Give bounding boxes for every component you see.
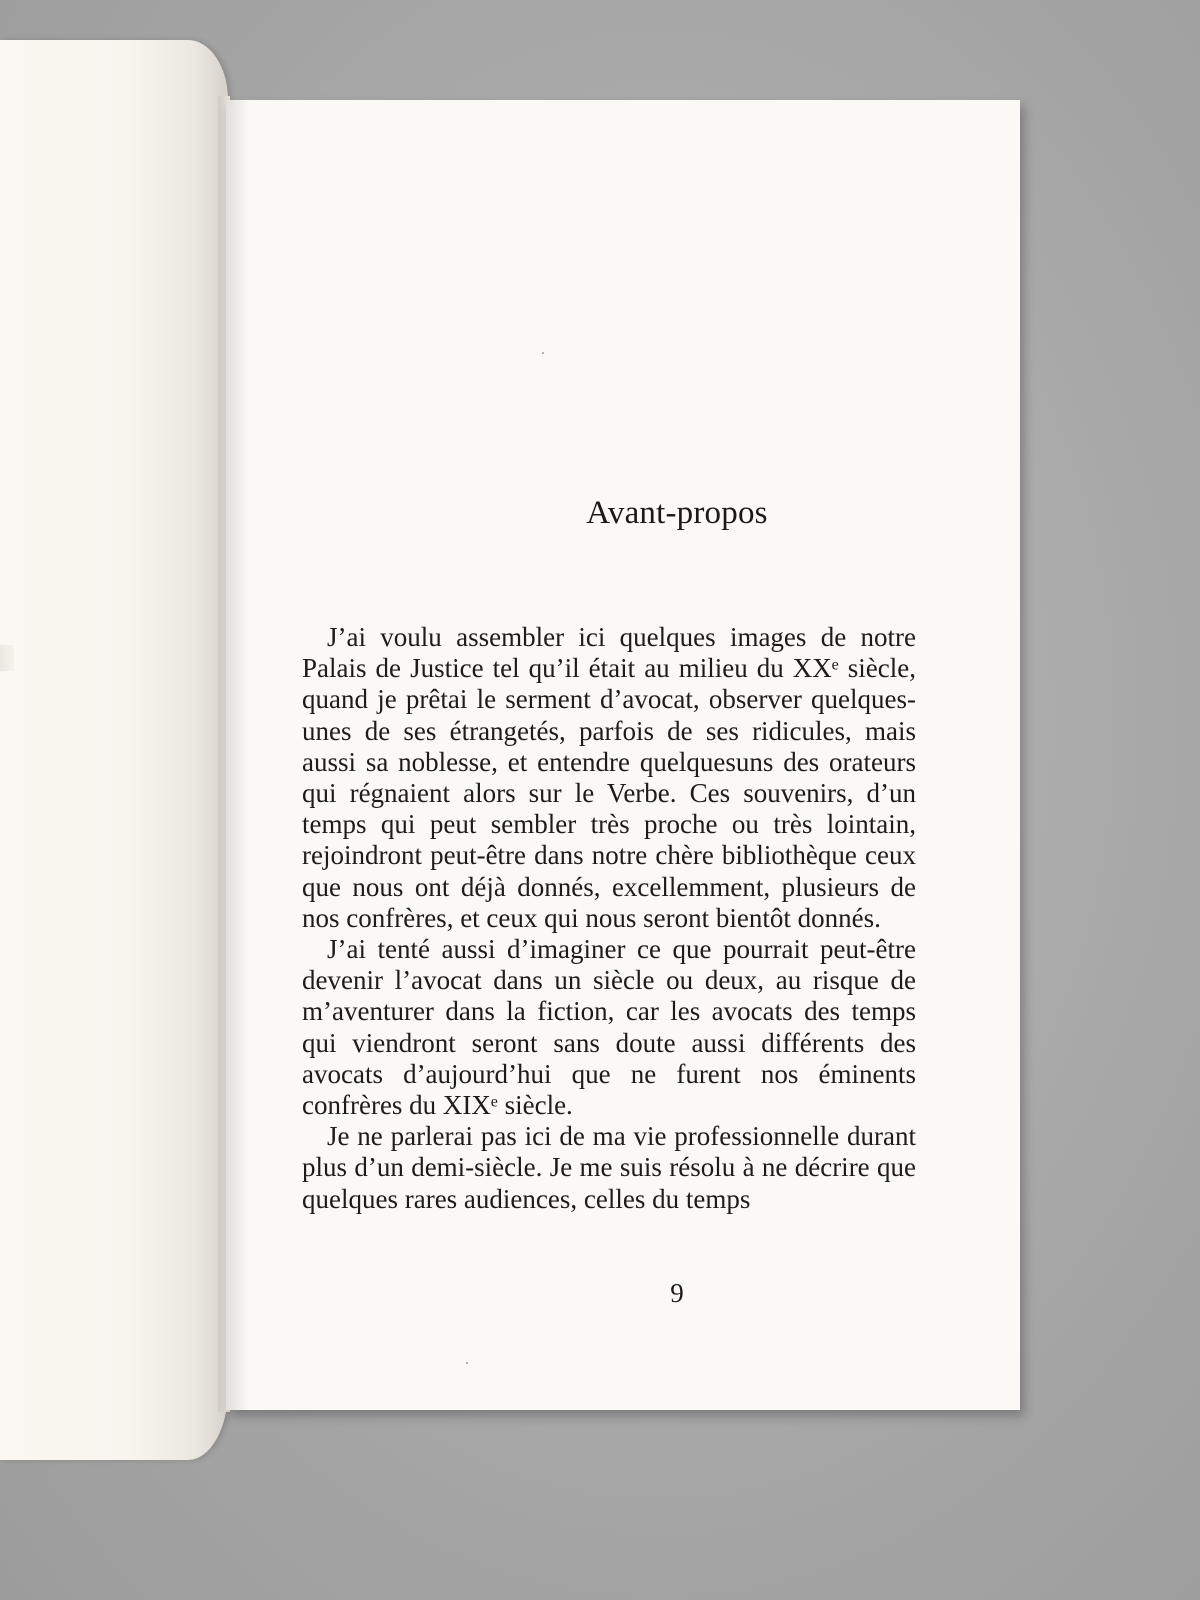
paragraph-2: J’ai tenté aussi d’imaginer ce que pourrait peut-être devenir l’avocat dans un siècle ou deux, au risque de m’aventurer dans la fiction, car les avocats des temps qui viendront seront sans doute aussi différents des avocats d’aujourd’hui que ne furent nos éminents confrères du XIXᵉ siècle.	[302, 934, 916, 1121]
book-page	[226, 100, 1020, 1410]
page-number: 9	[670, 1278, 684, 1308]
gutter-shadow	[226, 100, 250, 1410]
paragraph-1: J’ai voulu assembler ici quelques images de notre Palais de Justice tel qu’il était au milieu du XXᵉ siècle, quand je prêtai le serment d’avocat, observer quelques-unes de ses étrangetés, parfois de ses ridicules, mais aussi sa noblesse, et entendre quelquesuns des orateurs qui régnaient alors sur le Verbe. Ces souvenirs, d’un temps qui peut sembler très proche ou très lointain, rejoindront peut-être dans notre chère bibliothèque ceux que nous ont déjà donnés, excellemment, plusieurs de nos confrères, et ceux qui nous seront bientôt donnés.	[302, 622, 916, 933]
paper-speck	[542, 352, 544, 354]
paragraph-3: Je ne parlerai pas ici de ma vie professionnelle durant plus d’un demi-siècle. Je me suis résolu à ne décrire que quelques rares audiences, celles du temps	[302, 1121, 916, 1214]
chapter-title: Avant-propos	[586, 495, 768, 531]
left-page-curl	[0, 40, 228, 1460]
left-page-mark	[0, 645, 14, 671]
body-text	[302, 622, 916, 1215]
paper-speck	[466, 1362, 468, 1364]
